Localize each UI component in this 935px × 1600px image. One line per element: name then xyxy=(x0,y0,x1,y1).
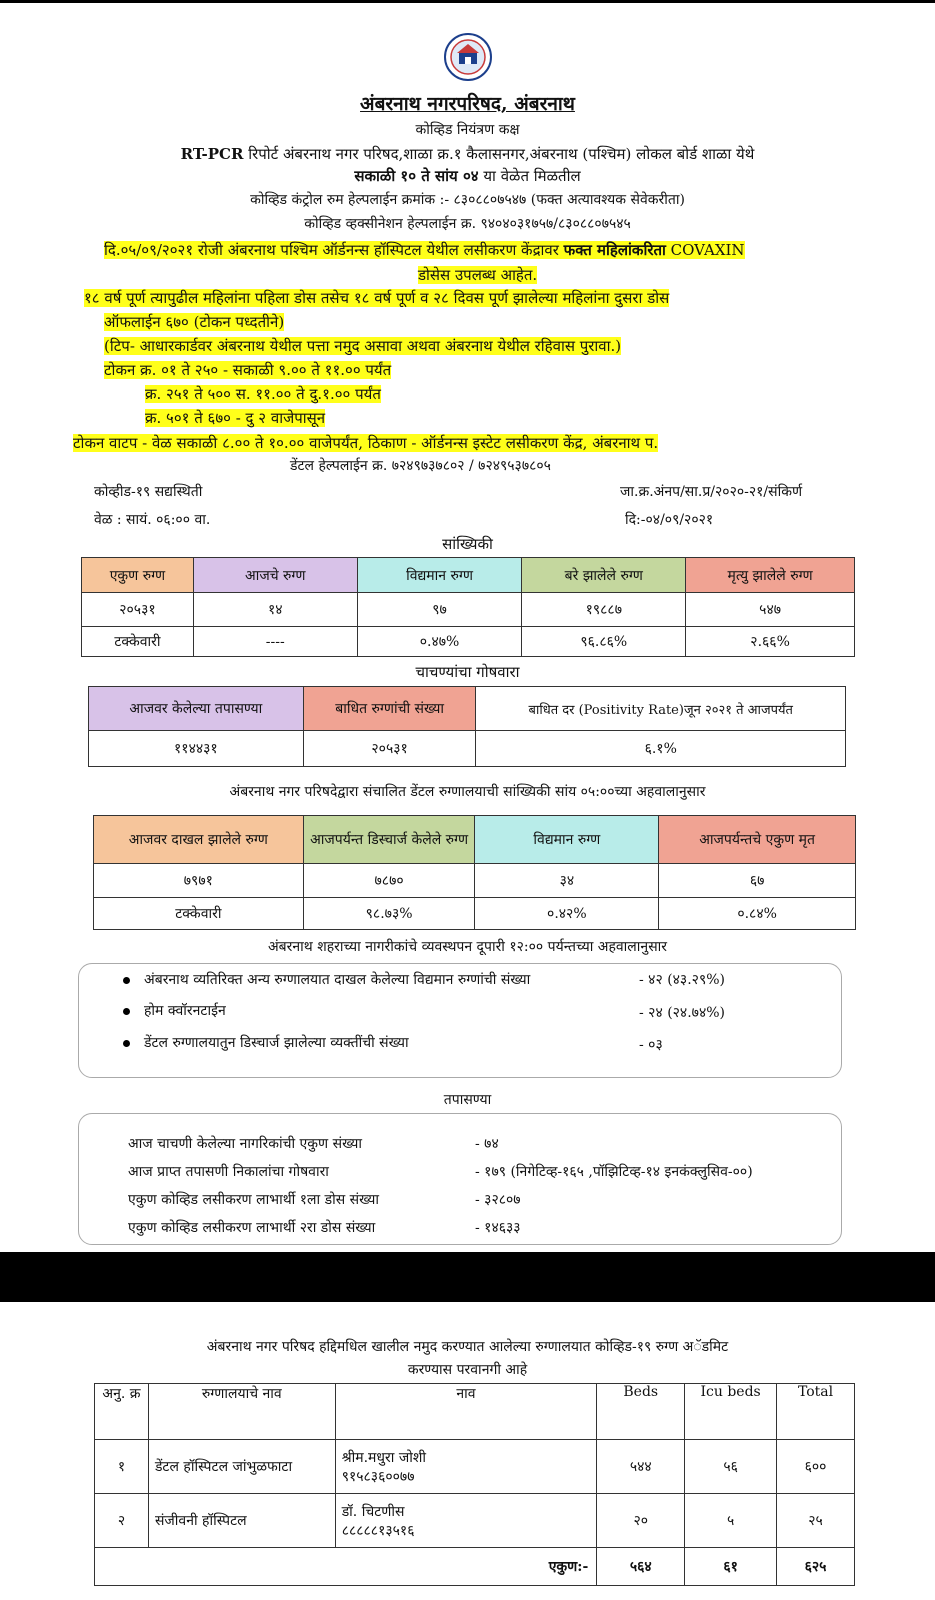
hospital-beds: २० xyxy=(597,1494,685,1548)
hospitals-header-no: अनु. क्र xyxy=(95,1384,149,1440)
control-helpline: कोव्हिड कंट्रोल रुम हेल्पलाईन क्रमांक :- ८३०८८०७५४७ (फक्त अत्यावश्यक सेवेकरीता) xyxy=(250,192,685,208)
tests-caption: चाचण्यांचा गोषवारा xyxy=(415,663,520,681)
hospitals-header-icu: Icu beds xyxy=(685,1384,777,1440)
contact-phone: ८८८८८१३५१६ xyxy=(341,1522,415,1539)
dental-header-discharged: आजपर्यन्त डिस्चार्ज केलेले रुग्ण xyxy=(303,816,475,864)
hospital-no: २ xyxy=(95,1494,149,1548)
hospitals-header-hospital: रुग्णालयाचे नाव xyxy=(148,1384,335,1440)
hospital-no: १ xyxy=(95,1440,149,1494)
stats-header-row xyxy=(82,558,855,593)
notice-line-5: (टिप- आधारकार्डवर अंबरनाथ येथील पत्ता नमुद असावा अथवा अंबरनाथ येथील रहिवास पुरावा.) xyxy=(104,337,622,355)
tests-cell: २०५३१ xyxy=(303,731,476,767)
hospitals-total-total: ६२५ xyxy=(777,1548,855,1586)
page-title: अंबरनाथ नगरपरिषद, अंबरनाथ xyxy=(360,93,575,115)
hospitals-total-beds: ५६४ xyxy=(597,1548,685,1586)
dental-cell: टक्केवारी xyxy=(94,898,304,930)
contact-phone: ९१५८३६००७७ xyxy=(341,1468,415,1485)
citizens-item: डेंटल रुग्णालयातुन डिस्चार्ज झालेल्या व्यक्तींची संख्या xyxy=(123,1033,409,1052)
testing-item-label: एकुण कोव्हिड लसीकरण लाभार्थी १ला डोस संख्या xyxy=(128,1192,380,1208)
dental-helpline: डेंटल हेल्पलाईन क्र. ७२४९७३७८०२ / ७२४९५३७८०५ xyxy=(290,458,551,474)
report-time: वेळ : सायं. ०६:०० वा. xyxy=(94,512,211,528)
stats-cell: टक्केवारी xyxy=(82,627,194,657)
citizens-item-value: - २४ (२४.७४%) xyxy=(639,1005,725,1021)
municipal-council-logo xyxy=(443,30,493,85)
hospital-name: संजीवनी हॉस्पिटल xyxy=(148,1494,335,1548)
contact-name: डॉ. चिटणीस xyxy=(341,1503,405,1520)
tests-table xyxy=(88,686,846,767)
dental-cell: ७८७० xyxy=(303,864,475,898)
notice-line-6: टोकन क्र. ०१ ते २५० - सकाळी ९.०० ते ११.०० पर्यंत xyxy=(104,361,392,379)
hospital-name: डेंटल हॉस्पिटल जांभुळफाटा xyxy=(148,1440,335,1494)
time-rest: या वेळेत मिळतील xyxy=(478,167,581,185)
dental-header-admitted: आजवर दाखल झालेले रुग्ण xyxy=(94,816,304,864)
hospital-beds: ५४४ xyxy=(597,1440,685,1494)
citizens-item: होम क्वॉरनटाईन xyxy=(123,1001,226,1020)
stats-header-today: आजचे रुग्ण xyxy=(193,558,357,593)
tests-row xyxy=(89,731,846,767)
report-time-line xyxy=(0,166,935,186)
rtpcr-line xyxy=(0,144,935,164)
notice-line-2: डोसेस उपलब्ध आहेत. xyxy=(418,266,538,284)
testing-item-label: आज प्राप्त तपासणी निकालांचा गोषवारा xyxy=(128,1164,329,1180)
hospitals-header-total: Total xyxy=(777,1384,855,1440)
stats-cell: ०.४७% xyxy=(357,627,522,657)
notice-line-3: १८ वर्ष पूर्ण त्यापुढील महिलांना पहिला डोस तसेच १८ वर्ष पूर्ण व २८ दिवस पूर्ण झालेल्या महिलांना दुसरा डोस xyxy=(84,289,670,307)
dental-cell: ३४ xyxy=(475,864,659,898)
hospitals-caption-1: अंबरनाथ नगर परिषद हद्दिमधिल खालील नमुद करण्यात आलेल्या रुग्णालयात कोव्हिड-१९ रुग्ण अॅडमिट xyxy=(206,1339,729,1355)
notice-line-7: क्र. २५१ ते ५०० स. ११.०० ते दु.१.०० पर्यंत xyxy=(145,385,381,403)
dental-table xyxy=(93,815,856,930)
stats-cell: १४ xyxy=(193,593,357,627)
testing-item-value: - ३२८०७ xyxy=(475,1192,521,1208)
stats-cell: ९७ xyxy=(357,593,522,627)
bullet-icon xyxy=(123,1008,130,1015)
stats-header-recovered: बरे झालेले रुग्ण xyxy=(522,558,686,593)
dental-cell: ०.४२% xyxy=(475,898,659,930)
hospitals-caption-2: करण्यास परवानगी आहे xyxy=(407,1362,528,1378)
notice-line-4: ऑफलाईन ६७० (टोकन पध्दतीने) xyxy=(104,313,285,331)
stats-header-deaths: मृत्यु झालेले रुग्ण xyxy=(686,558,855,593)
dental-header-deaths: आजपर्यन्तचे एकुण मृत xyxy=(659,816,856,864)
stats-row-percent xyxy=(82,627,855,657)
bullet-icon xyxy=(123,1040,130,1047)
time-bold: सकाळी १० ते सांय ०४ xyxy=(354,167,479,185)
status-label: कोव्हीड-१९ सद्यस्थिती xyxy=(94,484,203,500)
dental-header-row xyxy=(94,816,856,864)
vaccination-helpline: कोव्हिड व्हक्सीनेशन हेल्पलाईन क्र. ९४०४०३१७५७/८३०८८०७५४५ xyxy=(304,216,631,232)
dental-row-percent xyxy=(94,898,856,930)
hospitals-row xyxy=(95,1494,855,1548)
tests-header-rate: बाधित दर (Positivity Rate)जून २०२१ ते आजपर्यंत xyxy=(476,687,846,731)
tests-header-row xyxy=(89,687,846,731)
rtpcr-bold: RT-PCR xyxy=(180,145,244,163)
top-border-line xyxy=(0,0,935,3)
notice-line-1 xyxy=(104,240,745,260)
testing-item-value: - १७९ (निगेटिव्ह-१६५ ,पॉझिटिव्ह-१४ इनकंक्लुसिव-००) xyxy=(475,1164,753,1180)
dental-cell: ०.८४% xyxy=(659,898,856,930)
dental-cell: ७९७१ xyxy=(94,864,304,898)
notice-line-1a: दि.०५/०९/२०२१ रोजी अंबरनाथ पश्चिम ऑर्डनन्स हॉस्पिटल येथील लसीकरण केंद्रावर xyxy=(104,241,564,259)
testing-item-value: - १४६३३ xyxy=(475,1220,521,1236)
stats-cell: २०५३१ xyxy=(82,593,194,627)
bullet-icon xyxy=(123,977,130,984)
stats-cell: ५४७ xyxy=(686,593,855,627)
hospitals-total-row xyxy=(95,1548,855,1586)
dental-row-counts xyxy=(94,864,856,898)
stats-caption: सांख्यिकी xyxy=(442,535,493,553)
hospitals-header-name: नाव xyxy=(335,1384,597,1440)
control-cell: कोव्हिड नियंत्रण कक्ष xyxy=(415,122,520,138)
stats-cell: ---- xyxy=(193,627,357,657)
hospital-total: ६०० xyxy=(777,1440,855,1494)
hospital-icu: ५ xyxy=(685,1494,777,1548)
dental-header-active: विद्यमान रुग्ण xyxy=(475,816,659,864)
citizens-caption: अंबरनाथ शहराच्या नागरीकांचे व्यवस्थपन दूपारी १२:०० पर्यन्तच्या अहवालानुसार xyxy=(267,939,668,955)
hospitals-row xyxy=(95,1440,855,1494)
citizens-item-value: - ४२ (४३.२९%) xyxy=(639,972,725,988)
contact-name: श्रीम.मधुरा जोशी xyxy=(341,1449,426,1466)
tests-cell: ६.१% xyxy=(476,731,846,767)
testing-item-label: आज चाचणी केलेल्या नागरिकांची एकुण संख्या xyxy=(128,1136,363,1152)
stats-cell: ९६.८६% xyxy=(522,627,686,657)
hospital-icu: ५६ xyxy=(685,1440,777,1494)
tests-cell: ११४४३१ xyxy=(89,731,304,767)
hospitals-table xyxy=(94,1383,855,1586)
stats-header-total: एकुण रुग्ण xyxy=(82,558,194,593)
stats-row-counts xyxy=(82,593,855,627)
dental-caption: अंबरनाथ नगर परिषदेद्वारा संचालित डेंटल रुग्णालयाची सांख्यिकी सांय ०५:००च्या अहवालानुसार xyxy=(229,784,706,800)
tests-header-positive: बाधित रुग्णांची संख्या xyxy=(303,687,476,731)
hospital-contact xyxy=(335,1440,597,1494)
notice-line-1c: COVAXIN xyxy=(665,241,745,259)
citizens-item: अंबरनाथ व्यतिरिक्त अन्य रुग्णालयात दाखल केलेल्या विद्यमान रुग्णांची संख्या xyxy=(123,970,530,989)
tests-header-total: आजवर केलेल्या तपासण्या xyxy=(89,687,304,731)
citizens-item-value: - ०३ xyxy=(639,1037,663,1053)
notice-line-1b: फक्त महिलांकरिता xyxy=(563,241,666,259)
dental-cell: ६७ xyxy=(659,864,856,898)
black-divider-band xyxy=(0,1252,935,1302)
hospitals-header-beds: Beds xyxy=(597,1384,685,1440)
rtpcr-rest: रिपोर्ट अंबरनाथ नगर परिषद,शाळा क्र.१ कैलासनगर,अंबरनाथ (पश्चिम) लोकल बोर्ड शाळा येथे xyxy=(243,145,755,163)
reference-number: जा.क्र.अंनप/सा.प्र/२०२०-२१/संकिर्ण xyxy=(620,484,803,500)
hospital-contact xyxy=(335,1494,597,1548)
testing-item-label: एकुण कोव्हिड लसीकरण लाभार्थी २रा डोस संख्या xyxy=(128,1220,376,1236)
stats-header-active: विद्यमान रुग्ण xyxy=(357,558,522,593)
hospitals-total-label: एकुण:- xyxy=(95,1548,597,1586)
notice-line-9: टोकन वाटप - वेळ सकाळी ८.०० ते १०.०० वाजेपर्यंत, ठिकाण - ऑर्डनन्स इस्टेट लसीकरण केंद्र, अंबरनाथ प. xyxy=(73,434,659,452)
testing-item-value: - ७४ xyxy=(475,1136,499,1152)
stats-cell: २.६६% xyxy=(686,627,855,657)
notice-line-8: क्र. ५०१ ते ६७० - दु २ वाजेपासून xyxy=(145,409,326,427)
hospital-total: २५ xyxy=(777,1494,855,1548)
hospitals-total-icu: ६१ xyxy=(685,1548,777,1586)
dental-cell: ९८.७३% xyxy=(303,898,475,930)
stats-table xyxy=(81,557,855,657)
testing-caption: तपासण्या xyxy=(443,1092,492,1108)
stats-cell: १९८८७ xyxy=(522,593,686,627)
hospitals-header-row xyxy=(95,1384,855,1440)
report-date: दि:-०४/०९/२०२१ xyxy=(625,512,714,528)
